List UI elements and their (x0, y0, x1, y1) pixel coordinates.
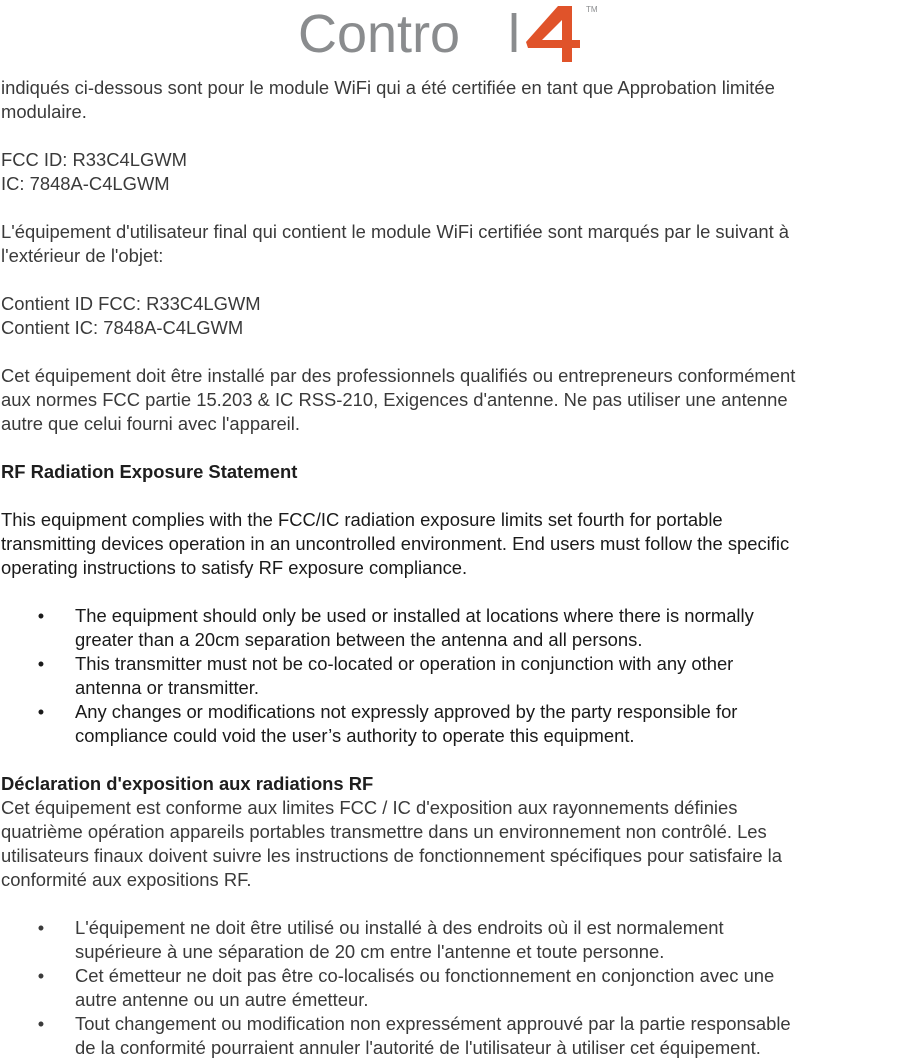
bullet-icon: • (37, 701, 45, 722)
rf-en-bullet-3-line-2: compliance could void the user’s authority to operate this equipment. (75, 725, 635, 746)
intro-paragraph (1, 76, 898, 124)
rf-fr-bullet-3-line-1: Tout changement ou modification non expressément approuvé par la partie responsable (75, 1013, 791, 1034)
rf-en-line-2: transmitting devices operation in an uncontrolled environment. End users must follow the specific (1, 533, 790, 554)
document-body (1, 76, 898, 1060)
bullet-icon: • (37, 1013, 45, 1034)
bullet-icon: • (37, 917, 45, 938)
install-line-1: Cet équipement doit être installé par des professionnels qualifiés ou entrepreneurs conformément (1, 365, 796, 386)
rf-en-bullet-2-line-1: This transmitter must not be co-located or operation in conjunction with any other (75, 653, 734, 674)
contains-fcc-id: Contient ID FCC: R33C4LGWM (1, 293, 261, 314)
control4-logo-image (296, 0, 606, 68)
rf-en-heading: RF Radiation Exposure Statement (1, 461, 298, 482)
rf-fr-line-1: Cet équipement est conforme aux limites FCC / IC d'exposition aux rayonnements définies (1, 797, 738, 818)
bullet-icon: • (37, 653, 45, 674)
contains-paragraph (1, 292, 898, 340)
list-item (1, 604, 898, 652)
rf-fr-paragraph (1, 772, 898, 892)
rf-fr-bullet-3-line-2: de la conformité pourraient annuler l'autorité de l'utilisateur à utiliser cet équipement. (75, 1037, 761, 1058)
fcc-id: FCC ID: R33C4LGWM (1, 149, 187, 170)
rf-fr-bullet-2-line-1: Cet émetteur ne doit pas être co-localisés ou fonctionnement en conjonction avec une (75, 965, 775, 986)
rf-fr-bullet-2-line-2: autre antenne ou un autre émetteur. (75, 989, 369, 1010)
list-item (1, 916, 898, 964)
marking-line-1: L'équipement d'utilisateur final qui contient le module WiFi certifiée sont marqués par le suivant à (1, 221, 790, 242)
install-line-3: autre que celui fourni avec l'appareil. (1, 413, 300, 434)
install-line-2: aux normes FCC partie 15.203 & IC RSS-210, Exigences d'antenne. Ne pas utiliser une antenne (1, 389, 788, 410)
rf-fr-bullet-1-line-2: supérieure à une séparation de 20 cm entre l'antenne et toute personne. (75, 941, 665, 962)
rf-fr-line-4: conformité aux expositions RF. (1, 869, 252, 890)
rf-fr-line-3: utilisateurs finaux doivent suivre les instructions de fonctionnement spécifiques pour satisfaire la (1, 845, 782, 866)
list-item (1, 700, 898, 748)
install-paragraph (1, 364, 898, 436)
marking-paragraph (1, 220, 898, 268)
bullet-icon: • (37, 965, 45, 986)
rf-en-bullet-3-line-1: Any changes or modifications not expressly approved by the party responsible for (75, 701, 738, 722)
list-item (1, 964, 898, 1012)
logo-four-mark (526, 6, 580, 62)
logo-trademark: TM (586, 5, 598, 14)
contains-ic-id: Contient IC: 7848A-C4LGWM (1, 317, 244, 338)
bullet-icon: • (37, 605, 45, 626)
list-item (1, 1012, 898, 1060)
rf-fr-bullet-1-line-1: L'équipement ne doit être utilisé ou installé à des endroits où il est normalement (75, 917, 724, 938)
rf-en-line-1: This equipment complies with the FCC/IC radiation exposure limits set fourth for portable (1, 509, 723, 530)
list-item (1, 652, 898, 700)
rf-en-bullet-1-line-1: The equipment should only be used or installed at locations where there is normally (75, 605, 754, 626)
rf-en-bullet-list (1, 604, 898, 748)
rf-en-line-3: operating instructions to satisfy RF exposure compliance. (1, 557, 468, 578)
rf-en-bullet-1-line-2: greater than a 20cm separation between the antenna and all persons. (75, 629, 643, 650)
marking-line-2: l'extérieur de l'objet: (1, 245, 164, 266)
logo-wordmark: Contro (298, 4, 461, 64)
rf-fr-bullet-list (1, 916, 898, 1060)
intro-line-1: indiqués ci-dessous sont pour le module WiFi qui a été certifiée en tant que Approbation limitée (1, 77, 775, 98)
rf-en-bullet-2-line-2: antenna or transmitter. (75, 677, 260, 698)
logo-wordmark-l: l (508, 4, 520, 64)
rf-en-paragraph (1, 508, 898, 580)
ic-id: IC: 7848A-C4LGWM (1, 173, 170, 194)
rf-fr-line-2: quatrième opération appareils portables transmettre dans un environnement non contrôlé. Les (1, 821, 767, 842)
intro-line-2: modulaire. (1, 101, 87, 122)
rf-fr-heading: Déclaration d'exposition aux radiations RF (1, 773, 374, 794)
control4-logo (296, 0, 606, 68)
ids-paragraph (1, 148, 898, 196)
